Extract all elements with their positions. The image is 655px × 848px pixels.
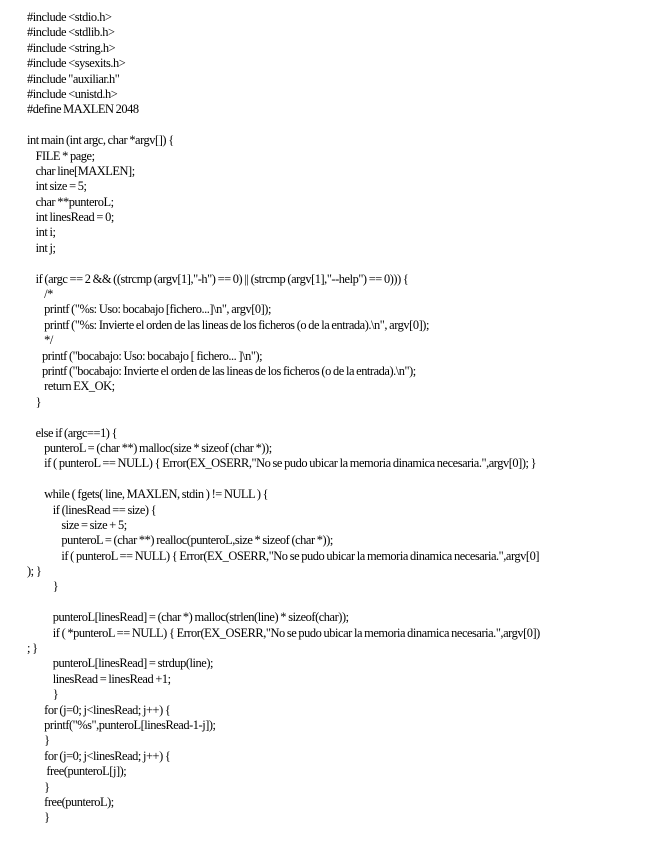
code-line: printf ("%s: Invierte el orden de las lineas de los ficheros (o de la entrada).\n", argv[0]);	[27, 317, 429, 332]
code-line: else if (argc==1) {	[27, 425, 118, 440]
code-line: }	[27, 779, 50, 794]
code-line	[27, 472, 652, 487]
code-line: #include <stdlib.h>	[27, 25, 115, 40]
code-line: #include "auxiliar.h"	[27, 71, 120, 86]
code-line: punteroL = (char **) realloc(punteroL,size * sizeof (char *));	[27, 533, 333, 548]
code-line: ; }	[27, 641, 38, 656]
code-line: if (argc == 2 && ((strcmp (argv[1],"-h") == 0) || (strcmp (argv[1],"--help") == 0))) {	[27, 271, 409, 286]
code-line	[27, 256, 652, 271]
code-line: int size = 5;	[27, 179, 87, 194]
code-line: #include <stdio.h>	[27, 10, 112, 24]
code-line: for (j=0; j<linesRead; j++) {	[27, 702, 171, 717]
code-line	[27, 410, 652, 425]
code-line: if ( punteroL == NULL) { Error(EX_OSERR,"No se pudo ubicar la memoria dinamica necesaria.",argv[0]	[27, 548, 540, 563]
code-line: int main (int argc, char *argv[]) {	[27, 133, 174, 148]
code-line: punteroL = (char **) malloc(size * sizeof (char *));	[27, 440, 272, 455]
code-line: */	[27, 333, 53, 348]
code-line	[27, 118, 652, 133]
code-line: #include <sysexits.h>	[27, 56, 126, 71]
code-line: }	[27, 394, 42, 409]
code-line: while ( fgets( line, MAXLEN, stdin ) != NULL ) {	[27, 487, 269, 502]
code-line: if (linesRead == size) {	[27, 502, 157, 517]
code-line: size = size + 5;	[27, 517, 127, 532]
code-line: free(punteroL);	[27, 794, 114, 809]
code-line: }	[27, 579, 59, 594]
code-line: ); }	[27, 564, 42, 579]
code-line: return EX_OK;	[27, 379, 115, 394]
code-line: linesRead = linesRead +1;	[27, 671, 171, 686]
code-line: for (j=0; j<linesRead; j++) {	[27, 748, 171, 763]
code-line: char line[MAXLEN];	[27, 163, 135, 178]
code-line: int i;	[27, 225, 56, 240]
code-line: printf ("bocabajo: Uso: bocabajo [ fichero... ]\n");	[27, 348, 263, 363]
code-line: if ( punteroL == NULL) { Error(EX_OSERR,"No se pudo ubicar la memoria dinamica necesaria.",argv[0]); }	[27, 456, 537, 471]
code-line: /*	[27, 287, 53, 302]
code-line: punteroL[linesRead] = (char *) malloc(strlen(line) * sizeof(char));	[27, 610, 349, 625]
code-line: FILE * page;	[27, 148, 95, 163]
code-line: #include <string.h>	[27, 40, 116, 55]
code-line: int j;	[27, 240, 56, 255]
code-line: }	[27, 733, 50, 748]
code-line: printf ("%s: Uso: bocabajo [fichero...]\n", argv[0]);	[27, 302, 271, 317]
code-line: printf("%s",punteroL[linesRead-1-j]);	[27, 717, 216, 732]
code-line: char **punteroL;	[27, 194, 114, 209]
code-line: #include <unistd.h>	[27, 86, 118, 101]
code-line: #define MAXLEN 2048	[27, 102, 139, 117]
code-line: }	[27, 687, 59, 702]
code-line	[27, 595, 652, 610]
code-line: printf ("bocabajo: Invierte el orden de las lineas de los ficheros (o de la entrada).\n");	[27, 363, 416, 378]
source-code-document	[27, 10, 652, 826]
code-line: int linesRead = 0;	[27, 210, 114, 225]
code-line: free(punteroL[j]);	[27, 764, 127, 779]
code-line: if ( *punteroL == NULL) { Error(EX_OSERR,"No se pudo ubicar la memoria dinamica necesaria.",argv[0])	[27, 625, 540, 640]
code-line: punteroL[linesRead] = strdup(line);	[27, 656, 213, 671]
code-line: }	[27, 810, 50, 825]
